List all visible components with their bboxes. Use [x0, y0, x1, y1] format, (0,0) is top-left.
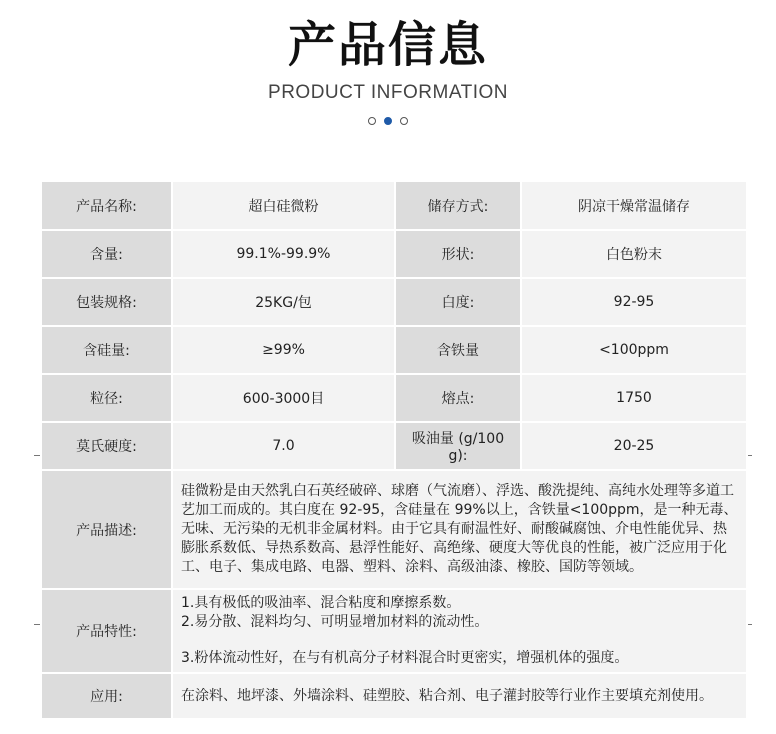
- table-row: [41, 673, 747, 719]
- spec-value: 600-3000目: [172, 374, 395, 422]
- spec-value: 20-25: [521, 422, 747, 470]
- feature-item: 3.粉体流动性好，在与有机高分子材料混合时更密实，增强机体的强度。: [181, 650, 629, 666]
- table-row: [41, 470, 747, 589]
- application-text: 在涂料、地坪漆、外墙涂料、硅塑胶、粘合剂、电子灌封胶等行业作主要填充剂使用。: [172, 673, 747, 719]
- spec-label: 含硅量:: [41, 326, 172, 374]
- table-row: [41, 374, 747, 422]
- spec-value: <100ppm: [521, 326, 747, 374]
- feature-item: 2.易分散、混料均匀、可明显增加材料的流动性。: [181, 614, 489, 630]
- page-subtitle: PRODUCT INFORMATION: [268, 82, 508, 103]
- spec-label: 熔点:: [395, 374, 521, 422]
- spec-value: 92-95: [521, 278, 747, 326]
- description-text: 硅微粉是由天然乳白石英经破碎、球磨（气流磨）、浮选、酸洗提纯、高纯水处理等多道工艺加工而成的。其白度在 92-95，含硅量在 99%以上，含铁量<100ppm，是一种无毒、无味、无污染的无机非金属材料。由于它具有耐温性好、耐酸碱腐蚀、介电性能优异、热膨胀系数低、导热系数高、悬浮性能好、高绝缘、硬度大等优良的性能，被广泛应用于化工、电子、集成电路、电器、塑料、涂料、高级油漆、橡胶、国防等领域。: [172, 470, 747, 589]
- spec-label: 包装规格:: [41, 278, 172, 326]
- table-row: [41, 181, 747, 230]
- table-row: [41, 278, 747, 326]
- spec-label: 吸油量 (g/100 g):: [395, 422, 521, 470]
- product-info-table: [40, 180, 748, 720]
- spec-value: 7.0: [172, 422, 395, 470]
- carousel-dots: [0, 117, 776, 125]
- carousel-dot-active[interactable]: [384, 117, 392, 125]
- page-title: 产品信息: [287, 17, 488, 73]
- spec-value: 1750: [521, 374, 747, 422]
- table-row: [41, 326, 747, 374]
- spec-value: 25KG/包: [172, 278, 395, 326]
- table-row: [41, 422, 747, 470]
- spec-value: 99.1%-99.9%: [172, 230, 395, 278]
- table-row: [41, 589, 747, 673]
- spec-label: 莫氏硬度:: [41, 422, 172, 470]
- application-label: 应用:: [41, 673, 172, 719]
- spec-value: ≥99%: [172, 326, 395, 374]
- spec-value: 白色粉末: [521, 230, 747, 278]
- spec-label: 含量:: [41, 230, 172, 278]
- spec-value: 超白硅微粉: [172, 181, 395, 230]
- feature-item: 1.具有极低的吸油率、混合粘度和摩擦系数。: [181, 595, 461, 611]
- description-label: 产品描述:: [41, 470, 172, 589]
- carousel-dot[interactable]: [368, 117, 376, 125]
- spec-label: 产品名称:: [41, 181, 172, 230]
- spec-label: 粒径:: [41, 374, 172, 422]
- spacer: [181, 632, 738, 649]
- carousel-dot[interactable]: [400, 117, 408, 125]
- features-label: 产品特性:: [41, 589, 172, 673]
- features-cell: [172, 589, 747, 673]
- spec-label: 形状:: [395, 230, 521, 278]
- spec-value: 阴凉干燥常温储存: [521, 181, 747, 230]
- table-row: [41, 230, 747, 278]
- spec-label: 储存方式:: [395, 181, 521, 230]
- spec-label: 含铁量: [395, 326, 521, 374]
- spec-label: 白度:: [395, 278, 521, 326]
